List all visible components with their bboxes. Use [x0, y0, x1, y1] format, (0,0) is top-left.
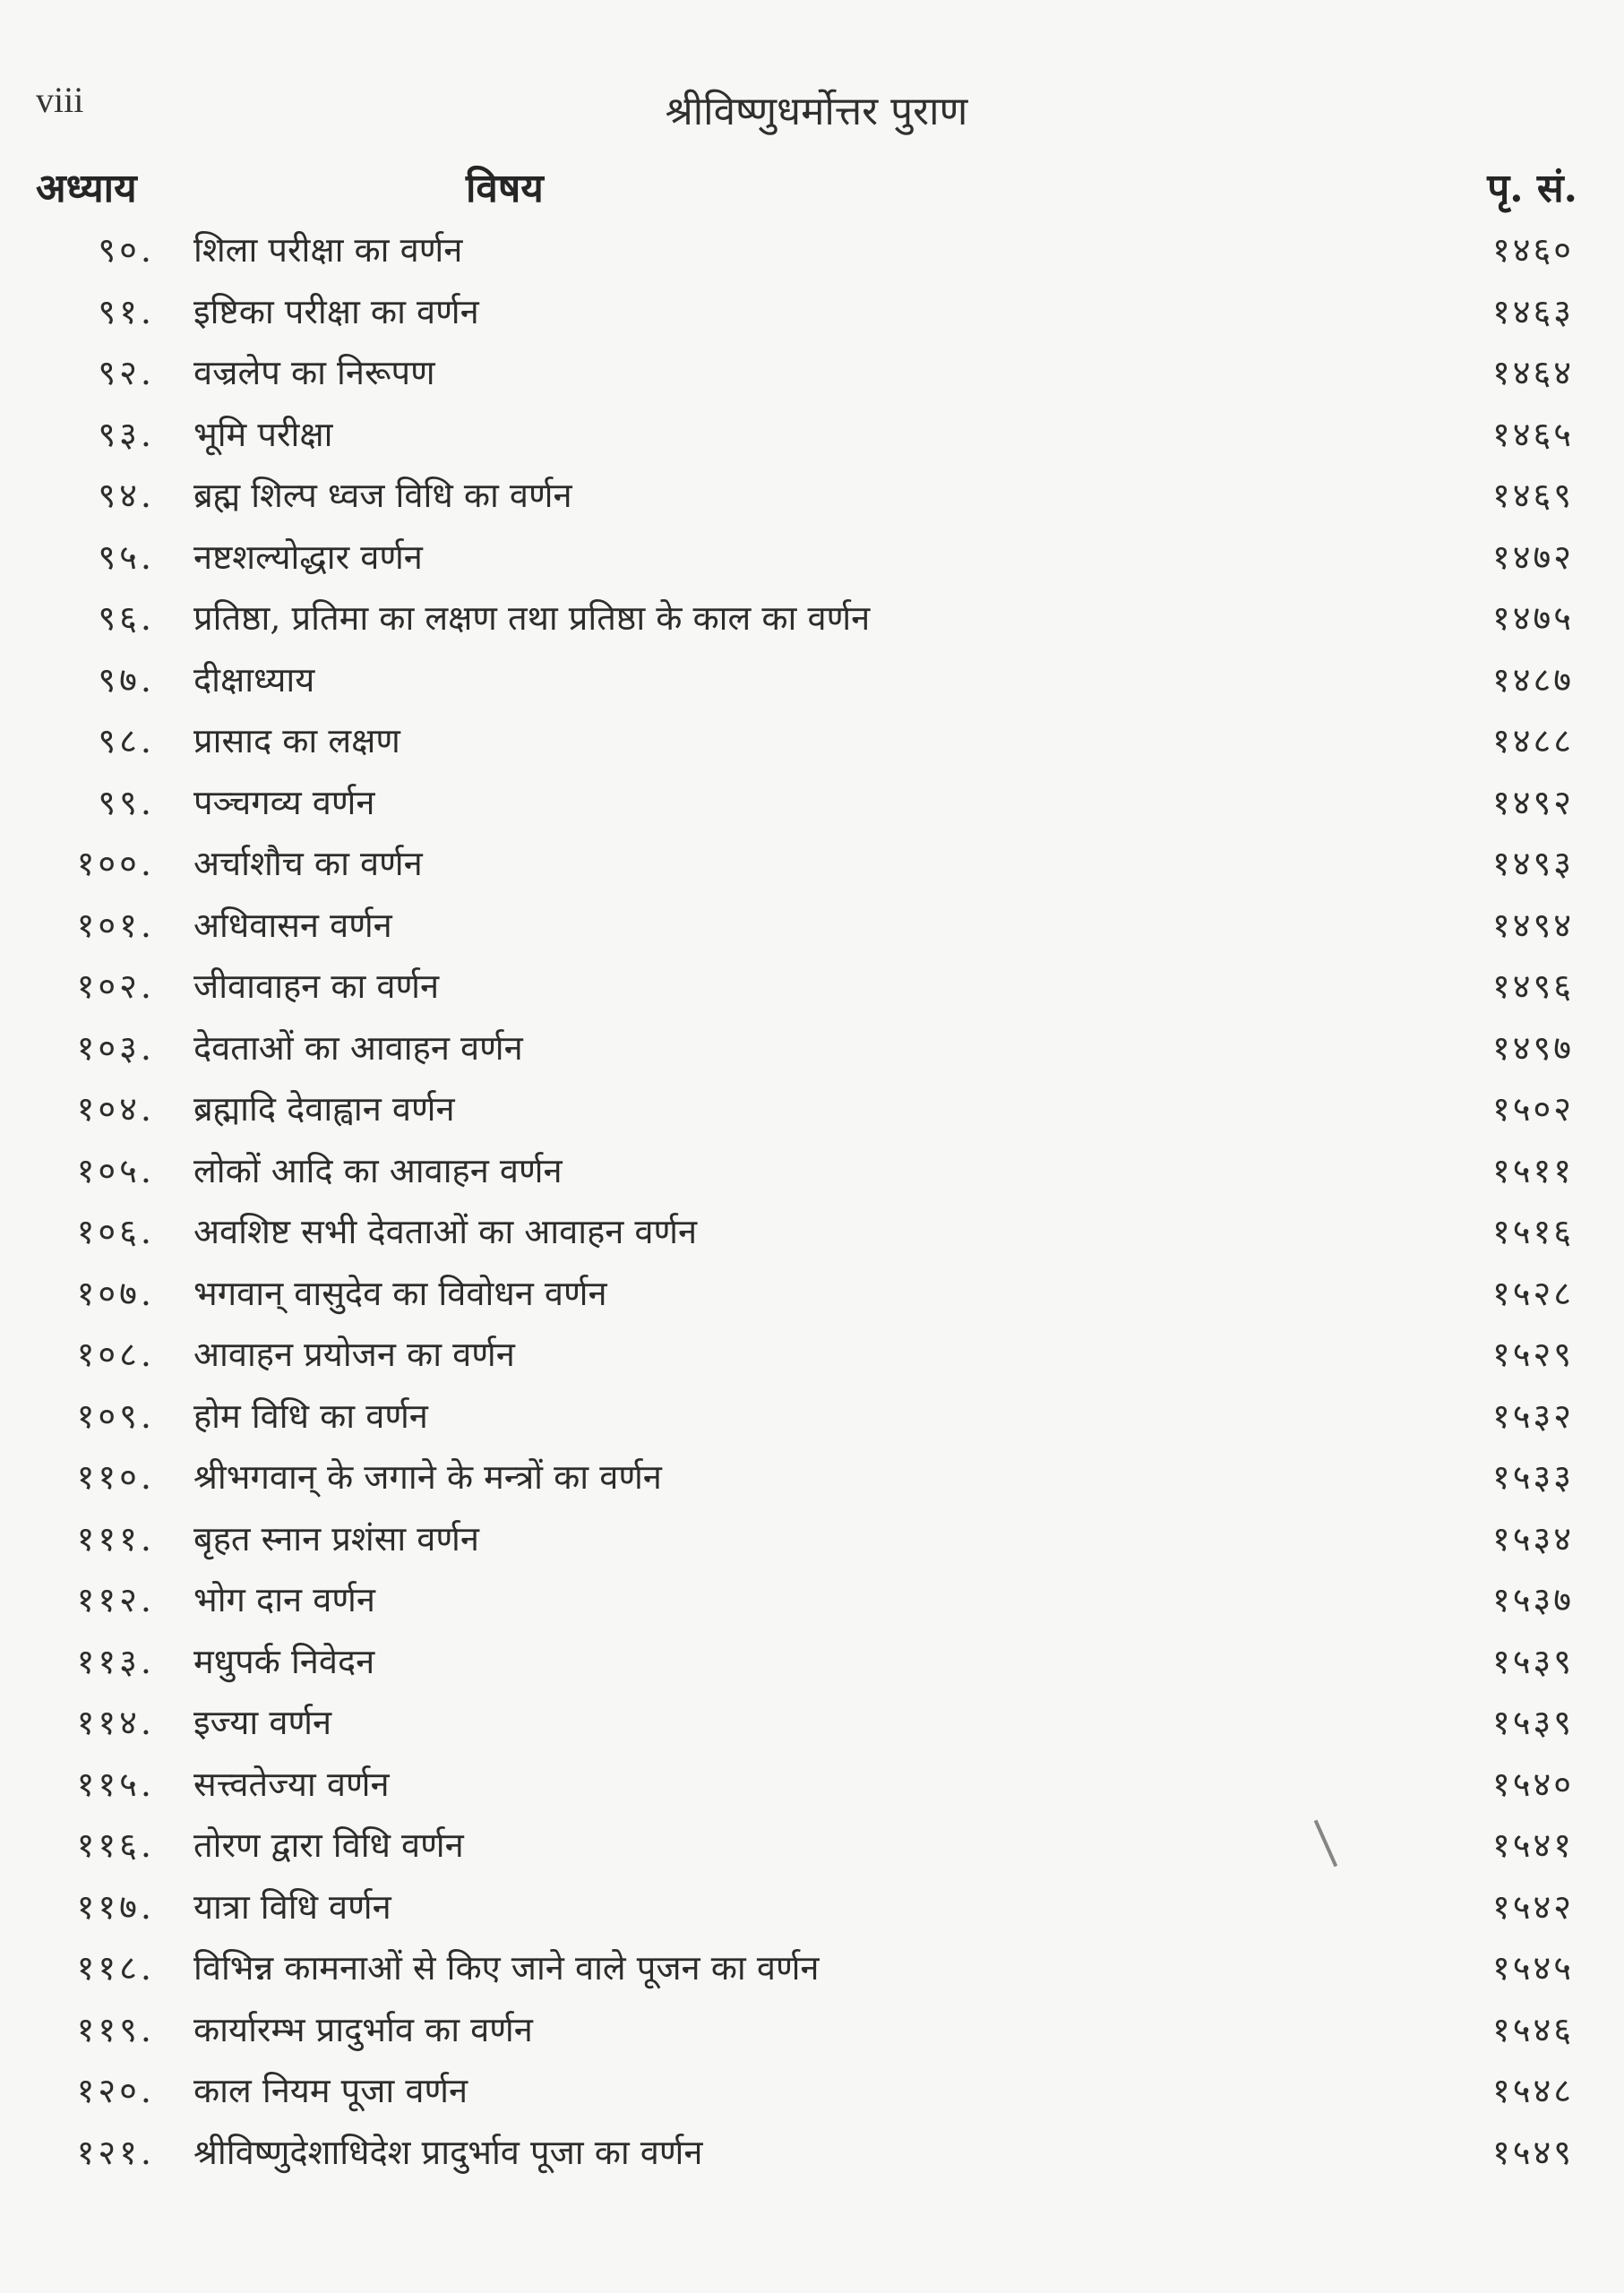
chapter-title: जीवावाहन का वर्णन	[193, 966, 440, 1006]
chapter-title: अवशिष्ट सभी देवताओं का आवाहन वर्णन	[193, 1212, 698, 1251]
chapter-number: १०१.	[76, 905, 155, 945]
chapter-title: विभिन्न कामनाओं से किए जाने वाले पूजन का वर्णन	[193, 1948, 820, 1988]
chapter-number: १०३.	[76, 1027, 155, 1068]
chapter-page-number: १४९४	[1491, 905, 1574, 945]
toc-row	[0, 533, 1624, 595]
toc-row	[0, 1085, 1624, 1146]
chapter-title: यात्रा विधि वर्णन	[193, 1886, 391, 1927]
toc-row	[0, 1392, 1624, 1454]
chapter-page-number: १५११	[1491, 1150, 1574, 1190]
chapter-title: मधुपर्क निवेदन	[193, 1641, 375, 1681]
chapter-page-number: १५३९	[1491, 1641, 1574, 1681]
chapter-number: ११४.	[76, 1703, 155, 1742]
chapter-number: ९५.	[98, 537, 155, 577]
toc-row	[0, 717, 1624, 778]
chapter-number: ९७.	[98, 659, 155, 700]
chapter-title: अर्चाशौच का वर्णन	[193, 844, 423, 883]
toc-row	[0, 1515, 1624, 1576]
chapter-number: १२१.	[76, 2132, 155, 2172]
chapter-title: काल नियम पूजा वर्णन	[193, 2071, 468, 2110]
chapter-number: ११९.	[76, 2009, 155, 2049]
chapter-page-number: १४९३	[1491, 844, 1574, 883]
toc-row	[0, 1024, 1624, 1086]
chapter-page-number: १४६३	[1491, 291, 1574, 331]
chapter-page-number: १५४०	[1491, 1764, 1574, 1804]
chapter-title: पञ्चगव्य वर्णन	[193, 782, 375, 822]
chapter-page-number: १४९६	[1491, 966, 1574, 1006]
chapter-number: ९३.	[98, 414, 155, 454]
chapter-number: १०४.	[76, 1089, 155, 1129]
chapter-page-number: १५३९	[1491, 1703, 1574, 1742]
chapter-title: भगवान् वासुदेव का विवोधन वर्णन	[193, 1273, 607, 1313]
chapter-page-number: १५३२	[1491, 1396, 1574, 1436]
chapter-number: ९१.	[98, 291, 155, 331]
chapter-page-number: १५२८	[1491, 1273, 1574, 1313]
toc-row	[0, 226, 1624, 288]
chapter-number: १०८.	[76, 1335, 155, 1374]
page-number: viii	[36, 80, 84, 120]
chapter-title: वज्रलेप का निरूपण	[193, 353, 435, 392]
toc-row	[0, 1944, 1624, 2005]
toc-row	[0, 2128, 1624, 2190]
chapter-title: ब्रह्मादि देवाह्वान वर्णन	[193, 1089, 455, 1129]
chapter-title: प्रतिष्ठा, प्रतिमा का लक्षण तथा प्रतिष्ठा के काल का वर्णन	[193, 598, 871, 638]
chapter-page-number: १४७२	[1491, 537, 1574, 577]
chapter-page-number: १४८७	[1491, 659, 1574, 700]
toc-row	[0, 656, 1624, 717]
chapter-page-number: १५४२	[1491, 1886, 1574, 1927]
toc-row	[0, 1821, 1624, 1883]
chapter-page-number: १५३७	[1491, 1580, 1574, 1619]
chapter-title: होम विधि का वर्णन	[193, 1396, 428, 1436]
chapter-title: अधिवासन वर्णन	[193, 905, 392, 945]
chapter-number: १११.	[76, 1518, 155, 1559]
chapter-number: ९२.	[98, 353, 155, 392]
chapter-number: १०७.	[76, 1273, 155, 1313]
chapter-title: सत्त्वतेज्या वर्णन	[193, 1764, 390, 1804]
chapter-page-number: १४६४	[1491, 353, 1574, 392]
toc-row	[0, 1760, 1624, 1822]
column-header-subject: विषय	[466, 166, 544, 211]
chapter-title: तोरण द्वारा विधि वर्णन	[193, 1825, 464, 1865]
toc-row	[0, 1330, 1624, 1392]
chapter-page-number: १४८८	[1491, 721, 1574, 760]
toc-row	[0, 1453, 1624, 1515]
chapter-number: ११८.	[76, 1948, 155, 1988]
column-header-chapter: अध्याय	[36, 166, 137, 211]
chapter-title: भोग दान वर्णन	[193, 1580, 375, 1619]
chapter-title: देवताओं का आवाहन वर्णन	[193, 1027, 523, 1068]
toc-row	[0, 1576, 1624, 1637]
chapter-number: १००.	[76, 844, 155, 883]
toc-row	[0, 839, 1624, 901]
chapter-title: बृहत स्नान प्रशंसा वर्णन	[193, 1518, 479, 1559]
chapter-title: कार्यारम्भ प्रादुर्भाव का वर्णन	[193, 2009, 533, 2049]
chapter-number: ११३.	[76, 1641, 155, 1681]
chapter-page-number: १४६९	[1491, 476, 1574, 515]
toc-row	[0, 1637, 1624, 1699]
chapter-number: १०२.	[76, 966, 155, 1006]
chapter-number: ११५.	[76, 1764, 155, 1804]
toc-row	[0, 1269, 1624, 1331]
toc-row	[0, 348, 1624, 410]
toc-row	[0, 410, 1624, 472]
toc-row	[0, 778, 1624, 840]
toc-row	[0, 2005, 1624, 2067]
chapter-title: प्रासाद का लक्षण	[193, 721, 400, 760]
chapter-page-number: १५३३	[1491, 1457, 1574, 1497]
toc-row	[0, 1698, 1624, 1760]
toc-row	[0, 288, 1624, 349]
chapter-title: नष्टशल्योद्धार वर्णन	[193, 537, 423, 577]
chapter-number: ९९.	[98, 782, 155, 822]
chapter-page-number: १४९२	[1491, 782, 1574, 822]
chapter-title: इष्टिका परीक्षा का वर्णन	[193, 291, 479, 331]
toc-row	[0, 2066, 1624, 2128]
chapter-number: १२०.	[76, 2071, 155, 2110]
chapter-title: शिला परीक्षा का वर्णन	[193, 230, 463, 270]
chapter-title: आवाहन प्रयोजन का वर्णन	[193, 1335, 515, 1374]
toc-row	[0, 471, 1624, 533]
column-header-page: पृ. सं.	[1487, 166, 1577, 211]
chapter-page-number: १५४९	[1491, 2132, 1574, 2172]
chapter-number: ११२.	[76, 1580, 155, 1619]
chapter-title: श्रीभगवान् के जगाने के मन्त्रों का वर्णन	[193, 1457, 662, 1497]
chapter-page-number: १५१६	[1491, 1212, 1574, 1251]
book-title: श्रीविष्णुधर्मोत्तर पुराण	[665, 89, 968, 134]
chapter-page-number: १५४५	[1491, 1948, 1574, 1988]
toc-row	[0, 962, 1624, 1024]
chapter-page-number: १५३४	[1491, 1518, 1574, 1559]
chapter-page-number: १५४८	[1491, 2071, 1574, 2110]
chapter-page-number: १४९७	[1491, 1027, 1574, 1068]
chapter-title: लोकों आदि का आवाहन वर्णन	[193, 1150, 563, 1190]
chapter-title: श्रीविष्णुदेशाधिदेश प्रादुर्भाव पूजा का वर्णन	[193, 2132, 703, 2172]
chapter-page-number: १५४१	[1491, 1825, 1574, 1865]
toc-row	[0, 594, 1624, 656]
chapter-number: ९४.	[98, 476, 155, 515]
chapter-page-number: १५४६	[1491, 2009, 1574, 2049]
chapter-page-number: १५०२	[1491, 1089, 1574, 1129]
chapter-title: ब्रह्म शिल्प ध्वज विधि का वर्णन	[193, 476, 572, 515]
chapter-number: ९६.	[98, 598, 155, 638]
chapter-page-number: १४६५	[1491, 414, 1574, 454]
chapter-number: ११६.	[76, 1825, 155, 1865]
chapter-number: ९८.	[98, 721, 155, 760]
chapter-title: इज्या वर्णन	[193, 1703, 332, 1742]
toc-row	[0, 1146, 1624, 1208]
chapter-number: १०९.	[76, 1396, 155, 1436]
table-of-contents	[0, 226, 1624, 2189]
chapter-number: १०६.	[76, 1212, 155, 1251]
toc-row	[0, 1207, 1624, 1269]
chapter-number: १०५.	[76, 1150, 155, 1190]
chapter-number: ११७.	[76, 1886, 155, 1927]
chapter-title: भूमि परीक्षा	[193, 414, 333, 454]
chapter-page-number: १४७५	[1491, 598, 1574, 638]
chapter-number: ९०.	[98, 230, 155, 270]
toc-row	[0, 1883, 1624, 1945]
chapter-page-number: १४६०	[1491, 230, 1574, 270]
toc-row	[0, 901, 1624, 963]
chapter-number: ११०.	[76, 1457, 155, 1497]
chapter-title: दीक्षाध्याय	[193, 659, 315, 700]
chapter-page-number: १५२९	[1491, 1335, 1574, 1374]
